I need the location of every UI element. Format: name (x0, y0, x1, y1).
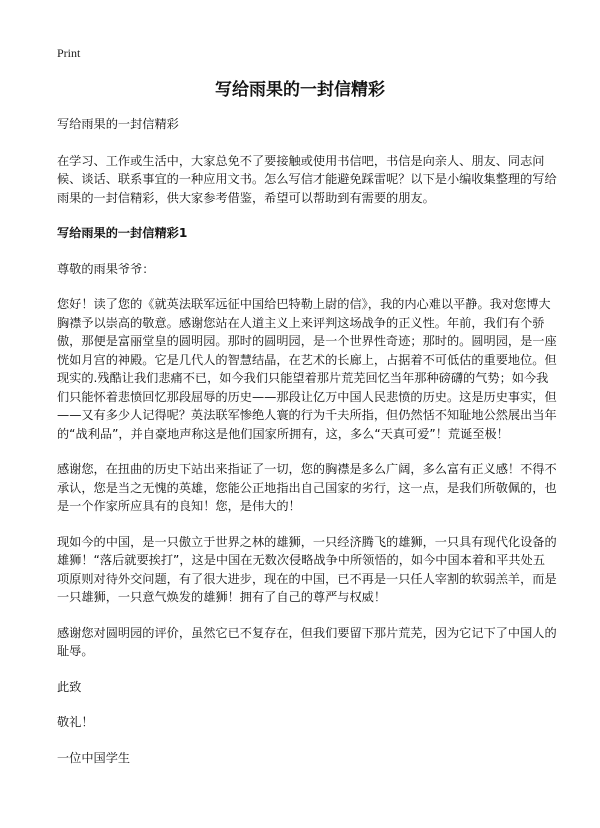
closing-regards: 此致 (57, 679, 82, 694)
letter-paragraph-2: 感谢您，在扭曲的历史下站出来指证了一切，您的胸襟是多么广阔，多么富有正义感！不得不承认，您是当之无愧的英雄，您能公正地指出自己国家的劣行，这一点，是我们所敬佩的，也是一个作家所应具有的良知！您，是伟大的！ (57, 462, 557, 513)
letter-heading: 写给雨果的一封信精彩1 (57, 226, 188, 240)
letter-signature: 一位中国学生 (57, 750, 131, 765)
document-subtitle: 写给雨果的一封信精彩 (57, 117, 179, 131)
closing-salute: 敬礼！ (57, 715, 94, 729)
document-title: 写给雨果的一封信精彩 (215, 80, 385, 100)
letter-salutation: 尊敬的雨果爷爷： (57, 261, 155, 276)
intro-paragraph: 在学习、工作或生活中，大家总免不了要接触或使用书信吧，书信是向亲人、朋友、同志问候、谈话、联系事宜的一种应用文书。怎么写信才能避免踩雷呢？以下是小编收集整理的写给雨果的一封信精彩，供大家参考借鉴，希望可以帮助到有需要的朋友。 (57, 153, 557, 205)
document-body (57, 115, 557, 784)
letter-paragraph-3: 现如今的中国，是一只傲立于世界之林的雄狮，一只经济腾飞的雄狮，一只具有现代化设备的雄狮！“落后就要挨打”，这是中国在无数次侵略战争中所领悟的，如今中国本着和平共处五项原则对待外交问题，有了很大进步，现在的中国，已不再是一只任人宰割的软弱羔羊，而是一只雄狮，一只意气焕发的雄狮！拥有了自己的尊严与权威！ (57, 534, 557, 604)
print-link[interactable]: Print (57, 46, 81, 60)
letter-paragraph-1: 您好！读了您的《就英法联军远征中国给巴特勒上尉的信》，我的内心难以平静。我对您博大胸襟予以崇高的敬意。感谢您站在人道主义上来评判这场战争的正义性。年前，我们有个骄傲，那便是富丽堂皇的圆明园。那时的圆明园，是一个世界性奇迹；那时的。圆明园，是一座恍如月宫的神殿。它是几代人的智慧结晶，在艺术的长廊上，占据着不可低估的重要地位。但现实的.残酷让我们悲痛不已，如今我们只能望着那片荒芜回忆当年那种磅礴的气势；如今我们只能怀着悲愤回忆那段屈辱的历史——那段让亿万中国人民悲愤的历史。这是历史事实，但——又有多少人记得呢？英法联军惨绝人寰的行为千夫所指，但仍然恬不知耻地公然展出当年的“战利品”，并自豪地声称这是他们国家所拥有，这，多么“天真可爱”！荒诞至极！ (57, 297, 557, 441)
letter-paragraph-4: 感谢您对圆明园的评价，虽然它已不复存在，但我们要留下那片荒芜，因为它记下了中国人的耻辱。 (57, 625, 557, 658)
